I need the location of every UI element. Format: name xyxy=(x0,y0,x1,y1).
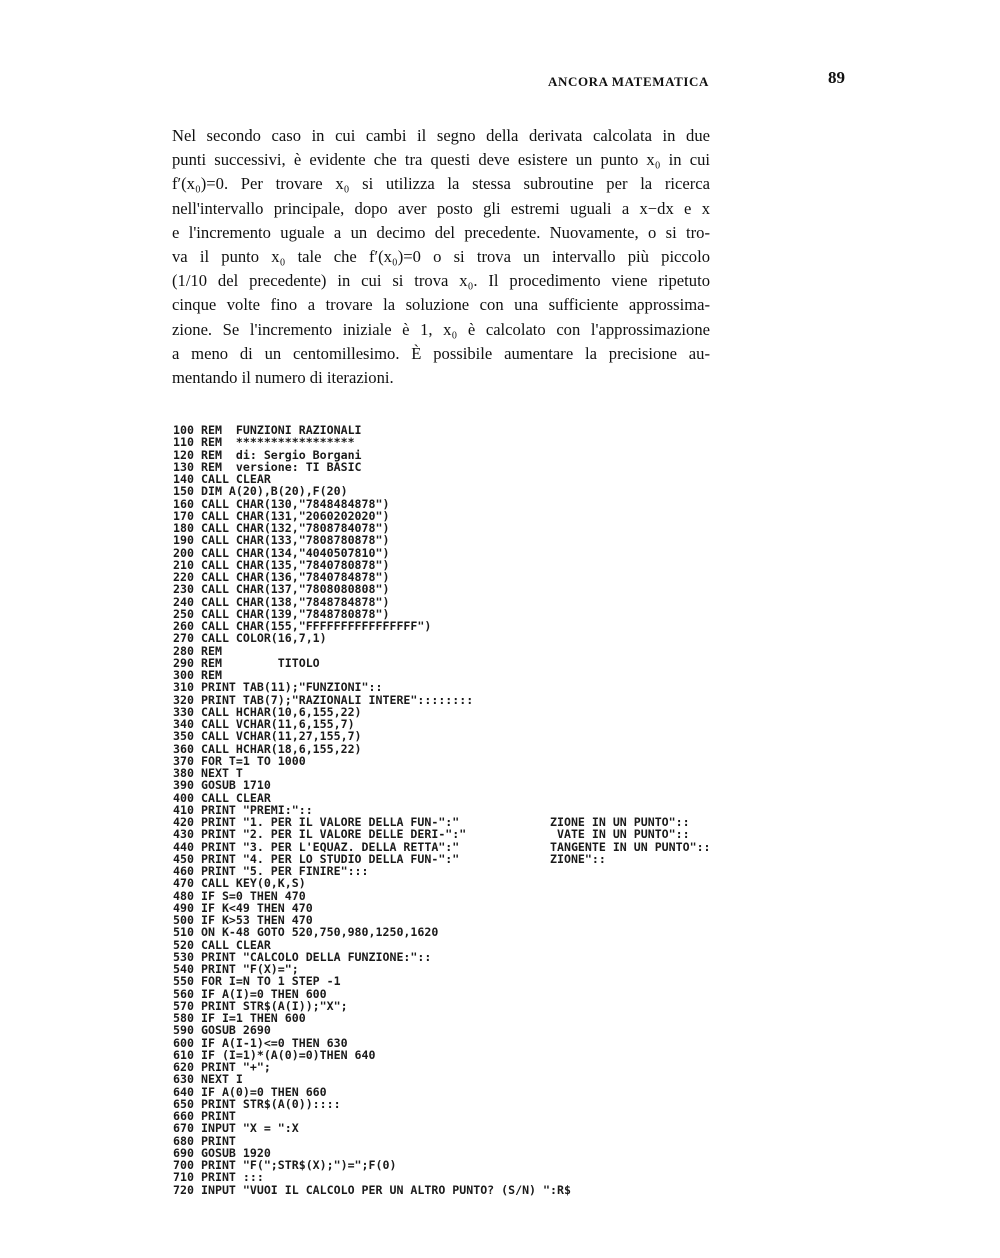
line-number: 240 xyxy=(173,594,194,609)
paragraph-line: punti successivi, è evidente che tra questi deve esistere un punto x₀ in cui xyxy=(172,150,710,170)
code-statement: INPUT "VUOI IL CALCOLO PER UN ALTRO PUNTO? (S/N) ":R$ xyxy=(201,1182,571,1197)
line-number: 180 xyxy=(173,521,194,535)
code-statement: CALL CHAR(139,"7848780878") xyxy=(201,606,390,621)
line-number: 230 xyxy=(173,582,194,597)
code-statement: CALL CHAR(132,"7808784078") xyxy=(201,521,390,535)
code-statement: CALL CHAR(136,"7840784878") xyxy=(201,570,390,584)
code-statement: CALL CHAR(138,"7848784878") xyxy=(201,594,390,609)
code-statement: CALL HCHAR(10,6,155,22) xyxy=(201,704,362,719)
line-number: 380 xyxy=(173,766,194,780)
line-number: 700 xyxy=(173,1158,194,1172)
code-statement: REM xyxy=(201,643,222,658)
line-number: 550 xyxy=(173,974,194,989)
line-number: 340 xyxy=(173,717,194,731)
line-number: 480 xyxy=(173,888,194,903)
line-number: 150 xyxy=(173,484,194,499)
line-number: 300 xyxy=(173,668,194,682)
code-line xyxy=(173,657,793,669)
code-statement: REM ***************** xyxy=(201,435,355,450)
line-number: 460 xyxy=(173,864,194,878)
code-statement: IF S=0 THEN 470 xyxy=(201,888,306,903)
paragraph-line: Nel secondo caso in cui cambi il segno della derivata calcolata in due xyxy=(172,126,710,145)
code-continuation: VATE IN UN PUNTO":: xyxy=(550,827,690,842)
code-statement: PRINT TAB(11);"FUNZIONI":: xyxy=(201,680,383,695)
code-statement: REM di: Sergio Borgani xyxy=(201,447,362,462)
code-statement: PRINT "F(X)="; xyxy=(201,962,299,976)
line-number: 190 xyxy=(173,533,194,548)
paragraph-line: nell'intervallo principale, dopo aver posto gli estremi uguali a x−dx e x xyxy=(172,198,710,218)
code-statement: REM TITOLO xyxy=(201,655,320,670)
code-statement: CALL HCHAR(18,6,155,22) xyxy=(201,741,362,756)
code-statement: PRINT "2. PER IL VALORE DELLE DERI-":" xyxy=(201,827,467,842)
line-number: 600 xyxy=(173,1035,194,1050)
code-statement: REM FUNZIONI RAZIONALI xyxy=(201,423,362,437)
line-number: 400 xyxy=(173,790,194,805)
code-statement: IF A(0)=0 THEN 660 xyxy=(201,1084,327,1099)
code-statement: PRINT "CALCOLO DELLA FUNZIONE:":: xyxy=(201,949,432,964)
code-statement: REM xyxy=(201,668,222,682)
code-statement: IF A(I)=0 THEN 600 xyxy=(201,986,327,1001)
code-line xyxy=(173,1061,793,1073)
line-number: 110 xyxy=(173,435,194,450)
line-number: 360 xyxy=(173,741,194,756)
line-number: 650 xyxy=(173,1096,194,1111)
code-statement: CALL CLEAR xyxy=(201,790,271,805)
paragraph-line: (1/10 del precedente) in cui si trova x₀. Il procedimento viene ripetuto xyxy=(172,271,710,291)
line-number: 530 xyxy=(173,949,194,964)
code-statement: PRINT STR$(A(I));"X"; xyxy=(201,998,348,1013)
code-statement: CALL COLOR(16,7,1) xyxy=(201,631,327,646)
code-line xyxy=(173,1122,793,1134)
paragraph-line: mentando il numero di iterazioni. xyxy=(172,368,394,388)
code-statement: CALL VCHAR(11,6,155,7) xyxy=(201,717,355,731)
code-statement: PRINT "3. PER L'EQUAZ. DELLA RETTA":" xyxy=(201,839,460,854)
line-number: 270 xyxy=(173,631,194,646)
line-number: 140 xyxy=(173,472,194,486)
code-statement: CALL CHAR(130,"7848484878") xyxy=(201,496,390,511)
line-number: 710 xyxy=(173,1170,194,1185)
paragraph-line: zione. Se l'incremento iniziale è 1, x₀ è calcolato con l'approssimazione xyxy=(172,319,710,339)
line-number: 130 xyxy=(173,459,194,474)
code-statement: GOSUB 1710 xyxy=(201,778,271,793)
code-statement: IF K>53 THEN 470 xyxy=(201,913,313,927)
line-number: 630 xyxy=(173,1072,194,1087)
line-number: 500 xyxy=(173,913,194,927)
code-line xyxy=(173,1098,793,1110)
line-number: 250 xyxy=(173,606,194,621)
paragraph-line: cinque volte fino a trovare la soluzione con una sufficiente approssima- xyxy=(172,295,710,315)
line-number: 640 xyxy=(173,1084,194,1099)
code-statement: CALL CHAR(131,"2060202020") xyxy=(201,508,390,523)
code-statement: NEXT T xyxy=(201,766,243,780)
code-statement: PRINT xyxy=(201,1109,236,1123)
line-number: 570 xyxy=(173,998,194,1013)
code-statement: INPUT "X = ":X xyxy=(201,1121,299,1136)
line-number: 390 xyxy=(173,778,194,793)
code-line xyxy=(173,632,793,644)
code-statement: ON K-48 GOTO 520,750,980,1250,1620 xyxy=(201,925,439,940)
line-number: 440 xyxy=(173,839,194,854)
code-statement: CALL CHAR(133,"7808780878") xyxy=(201,533,390,548)
line-number: 160 xyxy=(173,496,194,511)
line-number: 540 xyxy=(173,962,194,976)
code-line xyxy=(173,755,793,767)
line-number: 120 xyxy=(173,447,194,462)
line-number: 100 xyxy=(173,423,194,437)
code-statement: PRINT xyxy=(201,1133,236,1148)
paragraph-line: a meno di un centomillesimo. È possibile aumentare la precisione au- xyxy=(172,343,710,363)
code-statement: REM versione: TI BASIC xyxy=(201,459,362,474)
page-number: 89 xyxy=(828,68,845,87)
line-number: 450 xyxy=(173,851,194,866)
code-statement: GOSUB 2690 xyxy=(201,1023,271,1038)
code-statement: DIM A(20),B(20),F(20) xyxy=(201,484,348,499)
line-number: 430 xyxy=(173,827,194,842)
line-number: 580 xyxy=(173,1011,194,1025)
code-continuation: ZIONE IN UN PUNTO":: xyxy=(550,815,690,829)
code-statement: CALL CHAR(137,"7808080808") xyxy=(201,582,390,597)
code-statement: FOR T=1 TO 1000 xyxy=(201,753,306,768)
line-number: 310 xyxy=(173,680,194,695)
code-statement: IF I=1 THEN 600 xyxy=(201,1011,306,1025)
code-statement: GOSUB 1920 xyxy=(201,1145,271,1160)
code-statement: CALL CHAR(135,"7840780878") xyxy=(201,557,390,572)
line-number: 220 xyxy=(173,570,194,584)
body-paragraph xyxy=(172,124,710,390)
code-statement: PRINT "F(";STR$(X);")=";F(0) xyxy=(201,1158,397,1172)
line-number: 590 xyxy=(173,1023,194,1038)
line-number: 260 xyxy=(173,619,194,633)
line-number: 690 xyxy=(173,1145,194,1160)
paragraph-line: e l'incremento uguale a un decimo del precedente. Nuovamente, o si tro- xyxy=(172,222,710,242)
line-number: 330 xyxy=(173,704,194,719)
code-statement: PRINT ::: xyxy=(201,1170,264,1185)
code-line xyxy=(173,1159,793,1171)
line-number: 200 xyxy=(173,545,194,560)
line-number: 170 xyxy=(173,508,194,523)
line-number: 490 xyxy=(173,900,194,915)
code-statement: FOR I=N TO 1 STEP -1 xyxy=(201,974,341,989)
line-number: 410 xyxy=(173,802,194,817)
code-statement: IF A(I-1)<=0 THEN 630 xyxy=(201,1035,348,1050)
code-statement: PRINT STR$(A(0)):::: xyxy=(201,1096,341,1111)
code-statement: PRINT "+"; xyxy=(201,1060,271,1074)
code-statement: CALL VCHAR(11,27,155,7) xyxy=(201,729,362,744)
code-statement: CALL CHAR(155,"FFFFFFFFFFFFFFFF") xyxy=(201,619,432,633)
code-statement: CALL CHAR(134,"4040507810") xyxy=(201,545,390,560)
paragraph-line: va il punto x₀ tale che f′(x₀)=0 o si trova un intervallo più piccolo xyxy=(172,247,710,267)
code-statement: PRINT "4. PER LO STUDIO DELLA FUN-":" xyxy=(201,851,460,866)
code-statement: PRINT "5. PER FINIRE"::: xyxy=(201,864,369,878)
line-number: 520 xyxy=(173,937,194,952)
code-continuation: TANGENTE IN UN PUNTO":: xyxy=(550,839,711,854)
running-head: ANCORA MATEMATICA xyxy=(548,74,710,89)
line-number: 610 xyxy=(173,1047,194,1062)
line-number: 470 xyxy=(173,876,194,891)
basic-program-listing xyxy=(173,424,793,1196)
code-statement: PRINT "PREMI:":: xyxy=(201,802,313,817)
line-number: 370 xyxy=(173,753,194,768)
paragraph-line: f′(x₀)=0. Per trovare x₀ si utilizza la stessa subroutine per la ricerca xyxy=(172,174,710,194)
line-number: 560 xyxy=(173,986,194,1001)
code-statement: CALL CLEAR xyxy=(201,937,271,952)
line-number: 290 xyxy=(173,655,194,670)
line-number: 660 xyxy=(173,1109,194,1123)
line-number: 210 xyxy=(173,557,194,572)
line-number: 680 xyxy=(173,1133,194,1148)
code-statement: IF (I=1)*(A(0)=0)THEN 640 xyxy=(201,1047,376,1062)
code-statement: PRINT "1. PER IL VALORE DELLA FUN-":" xyxy=(201,815,460,829)
line-number: 420 xyxy=(173,815,194,829)
line-number: 320 xyxy=(173,692,194,707)
code-line xyxy=(173,1184,793,1196)
code-statement: NEXT I xyxy=(201,1072,243,1087)
code-continuation: ZIONE":: xyxy=(550,851,606,866)
code-statement: CALL CLEAR xyxy=(201,472,271,486)
code-statement: IF K<49 THEN 470 xyxy=(201,900,313,915)
line-number: 350 xyxy=(173,729,194,744)
line-number: 620 xyxy=(173,1060,194,1074)
code-statement: CALL KEY(0,K,S) xyxy=(201,876,306,891)
line-number: 670 xyxy=(173,1121,194,1136)
line-number: 720 xyxy=(173,1182,194,1197)
line-number: 280 xyxy=(173,643,194,658)
line-number: 510 xyxy=(173,925,194,940)
code-statement: PRINT TAB(7);"RAZIONALI INTERE":::::::: xyxy=(201,692,474,707)
